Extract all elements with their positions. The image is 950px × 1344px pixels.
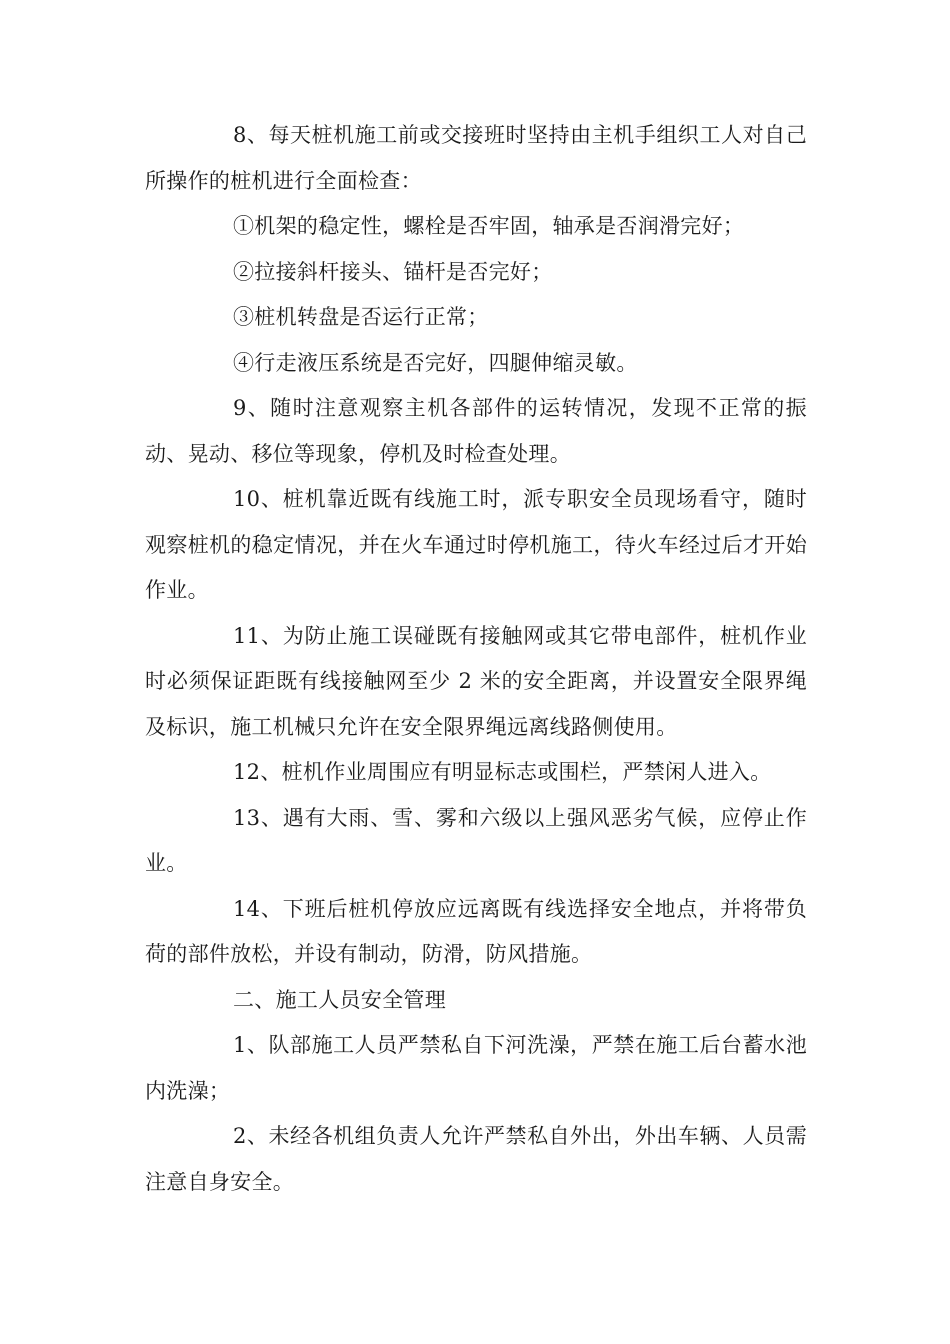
- paragraph-personnel-1: 1、队部施工人员严禁私自下河洗澡，严禁在施工后台蓄水池内洗澡；: [145, 1033, 807, 1103]
- section-heading-personnel-safety: 二、施工人员安全管理: [233, 987, 446, 1012]
- paragraph-13: 13、遇有大雨、雪、雾和六级以上强风恶劣气候，应停止作业。: [145, 805, 807, 875]
- paragraph-10: 10、桩机靠近既有线施工时，派专职安全员现场看守，随时观察桩机的稳定情况，并在火车通过时停机施工，待火车经过后才开始作业。: [145, 487, 807, 602]
- document-body: [145, 113, 807, 1205]
- paragraph-check-1: ①机架的稳定性，螺栓是否牢固，轴承是否润滑完好；: [233, 214, 745, 238]
- paragraph-9: 9、随时注意观察主机各部件的运转情况，发现不正常的振动、晃动、移位等现象，停机及时检查处理。: [145, 396, 807, 466]
- paragraph-14: 14、下班后桩机停放应远离既有线选择安全地点，并将带负荷的部件放松，并设有制动，防滑，防风措施。: [145, 896, 807, 966]
- paragraph-check-4: ④行走液压系统是否完好，四腿伸缩灵敏。: [233, 350, 638, 375]
- paragraph-8: 8、每天桩机施工前或交接班时坚持由主机手组织工人对自己所操作的桩机进行全面检查：: [145, 123, 807, 193]
- paragraph-check-3: ③桩机转盘是否运行正常；: [233, 305, 489, 329]
- paragraph-11: 11、为防止施工误碰既有接触网或其它带电部件，桩机作业时必须保证距既有线接触网至少 2 米的安全距离，并设置安全限界绳及标识，施工机械只允许在安全限界绳远离线路侧使用。: [145, 623, 807, 739]
- paragraph-personnel-2: 2、未经各机组负责人允许严禁私自外出，外出车辆、人员需注意自身安全。: [145, 1124, 807, 1194]
- paragraph-12: 12、桩机作业周围应有明显标志或围栏，严禁闲人进入。: [233, 760, 772, 784]
- paragraph-check-2: ②拉接斜杆接头、锚杆是否完好；: [233, 259, 553, 284]
